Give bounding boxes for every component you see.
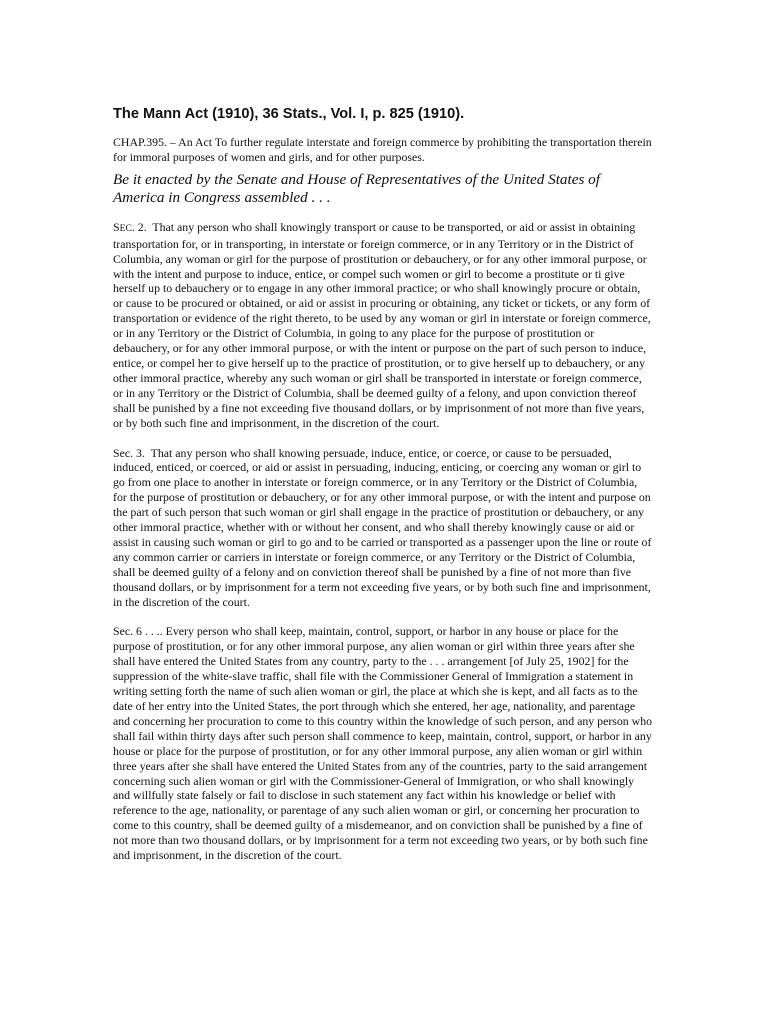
section-label: Sec. 3. [113,445,145,460]
section-label: SEC. 2. [113,219,147,234]
enacting-clause: Be it enacted by the Senate and House of Representatives of the United States of America in Congress assembled . . . [113,170,600,206]
chapter-intro: CHAP.395. – An Act To further regulate interstate and foreign commerce by prohibiting the transportation therein for immoral purposes of women and girls, and for other purposes. [113,135,652,164]
document-title: The Mann Act (1910), 36 Stats., Vol. I, p. 825 (1910). [113,106,465,122]
document-page [113,104,653,878]
section-label: Sec. 6 . . .. [113,624,163,639]
section-2 [113,220,653,431]
section-3 [113,446,653,610]
section-text: That any person who shall knowing persuade, induce, entice, or coerce, or cause to be persuaded, induced, enticed, or coerced, or aid or assist in persuading, inducing, enticing, or coercing any woman or girl to go from one place to another in interstate or foreign commerce, or in any Territory or the District of Columbia, for the purpose of prostitution or debauchery, or for any other immoral purpose, or with the intent and purpose on the part of such person that such woman or girl shall engage in the practice of prostitution or debauchery, or any other immoral practice, whether with or without her consent, and who shall thereby knowingly cause or aid or assist in causing such woman or girl to go and to be carried or transported as a passenger upon the line or route of any common carrier or carriers in interstate or foreign commerce, or any Territory or the District of Columbia, shall be deemed guilty of a felony and on conviction thereof shall be punished by a fine of not more than five thousand dollars, or by imprisonment for a term not exceeding five years, or by both such fine and imprisonment, in the discretion of the court. [113,445,652,609]
section-6 [113,624,653,863]
section-text: That any person who shall knowingly transport or cause to be transported, or aid or assist in obtaining transportation for, or in transporting, in interstate or foreign commerce, or in any Territory or in the District of Columbia, any woman or girl for the purpose of prostitution or debauchery, or for any other immoral purpose, or with the intent and purpose to induce, entice, or compel such women or girl to become a prostitute or ti give herself up to debauchery or to engage in any other immoral practice; or who shall knowingly procure or obtain, or cause to be procured or obtained, or aid or assist in procuring or obtaining, any ticket or tickets, or any form of transportation or evidence of the right thereto, to be used by any woman or girl in interstate or foreign commerce, or in any Territory or the District of Columbia, in going to any place for the purpose of prostitution or debauchery, or for any other immoral purpose, or with the intent or purpose on the part of such person to induce, entice, or compel her to give herself up to the practice of prostitution, or to give herself up to debauchery, or any other immoral practice, whereby any such woman or girl shall be transported in interstate or foreign commerce, or in any Territory or the District of Columbia, shall be deemed guilty of a felony, and upon conviction thereof shall be punished by a fine not exceeding five thousand dollars, or by imprisonment of not more than five years, or by both such fine and imprisonment, in the discretion of the court. [113,219,651,430]
section-text: Every person who shall keep, maintain, control, support, or harbor in any house or place for the purpose of prostitution, or for any other immoral purpose, any alien woman or girl within three years after she shall have entered the United States from any country, party to the . . . arrangement [of July 25, 1902] for the suppression of the white-slave traffic, shall file with the Commissioner General of Immigration a statement in writing setting forth the name of such alien woman or girl, the place at which she is kept, and all facts as to the date of her entry into the United States, the port through which she entered, her age, nationality, and parentage and concerning her procuration to come to this country within the knowledge of such person, and any person who shall fail within thirty days after such person shall commence to keep, maintain, control, support, or harbor in any house or place for the purpose of prostitution, or for any other immoral purpose, any alien woman or girl within three years after she shall have entered the United States from any of the countries, party to the said arrangement concerning such alien woman or girl with the Commissioner-General of Immigration, or who shall knowingly and willfully state falsely or fail to disclose in such statement any fact within his knowledge or belief with reference to the age, nationality, or parentage of any such alien woman or girl, or concerning her procuration to come to this country, shall be deemed guilty of a misdemeanor, and on conviction shall be punished by a fine of not more than two thousand dollars, or by imprisonment for a term not exceeding two years, or by both such fine and imprisonment, in the discretion of the court. [113,624,653,863]
